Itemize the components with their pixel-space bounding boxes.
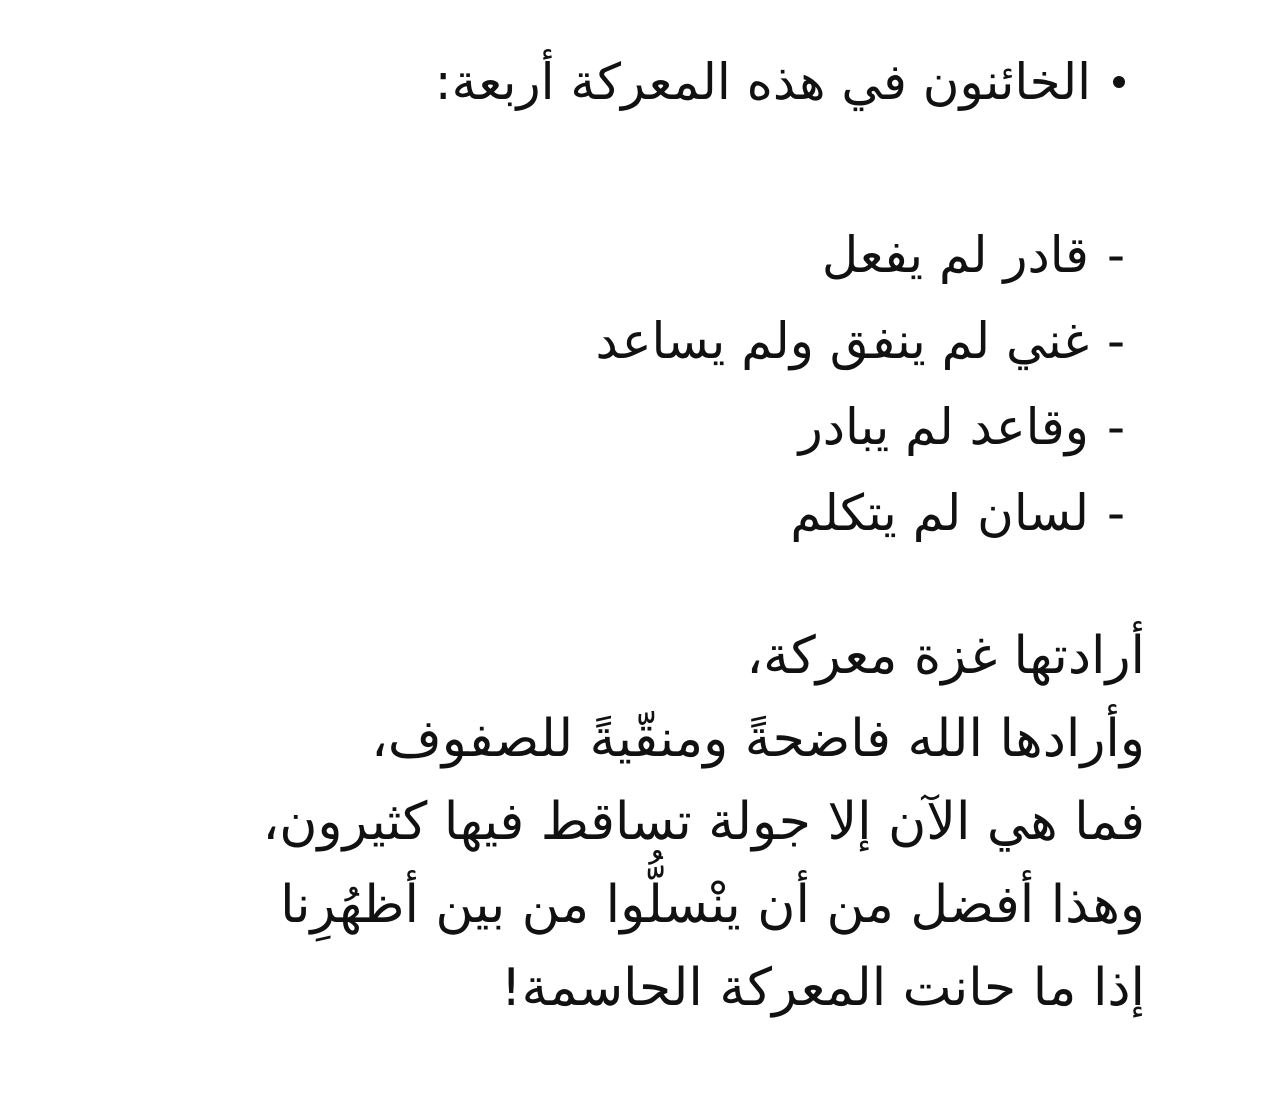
traitors-list [595,212,1125,556]
dash-marker: - [1106,398,1125,456]
paragraph-line: إذا ما حانت المعركة الحاسمة! [500,958,1145,1018]
list-item-text: وقاعد لم يبادر [798,398,1089,456]
paragraph-line: وهذا أفضل من أن ينْسلُّوا من بين أظهُرِنا [280,875,1145,935]
paragraph-line: أرادتها غزة معركة، [746,626,1145,686]
heading-text: الخائنون في هذه المعركة أربعة: [434,53,1091,111]
heading-row [435,42,1125,122]
paragraph-line: فما هي الآن إلا جولة تساقط فيها كثيرون، [262,792,1145,852]
dash-marker: - [1106,226,1125,284]
dash-marker: - [1106,312,1125,370]
list-item-text: لسان لم يتكلم [790,484,1089,542]
list-item-text: غني لم ينفق ولم يساعد [595,312,1089,370]
list-item [595,470,1125,556]
bullet-icon [1113,76,1125,88]
list-item [595,298,1125,384]
dash-marker: - [1106,484,1125,542]
paragraph-line: وأرادها الله فاضحةً ومنقّيةً للصفوف، [371,709,1145,769]
list-item [595,384,1125,470]
list-item-text: قادر لم يفعل [821,226,1089,284]
list-item [595,212,1125,298]
closing-paragraph [262,615,1145,1030]
